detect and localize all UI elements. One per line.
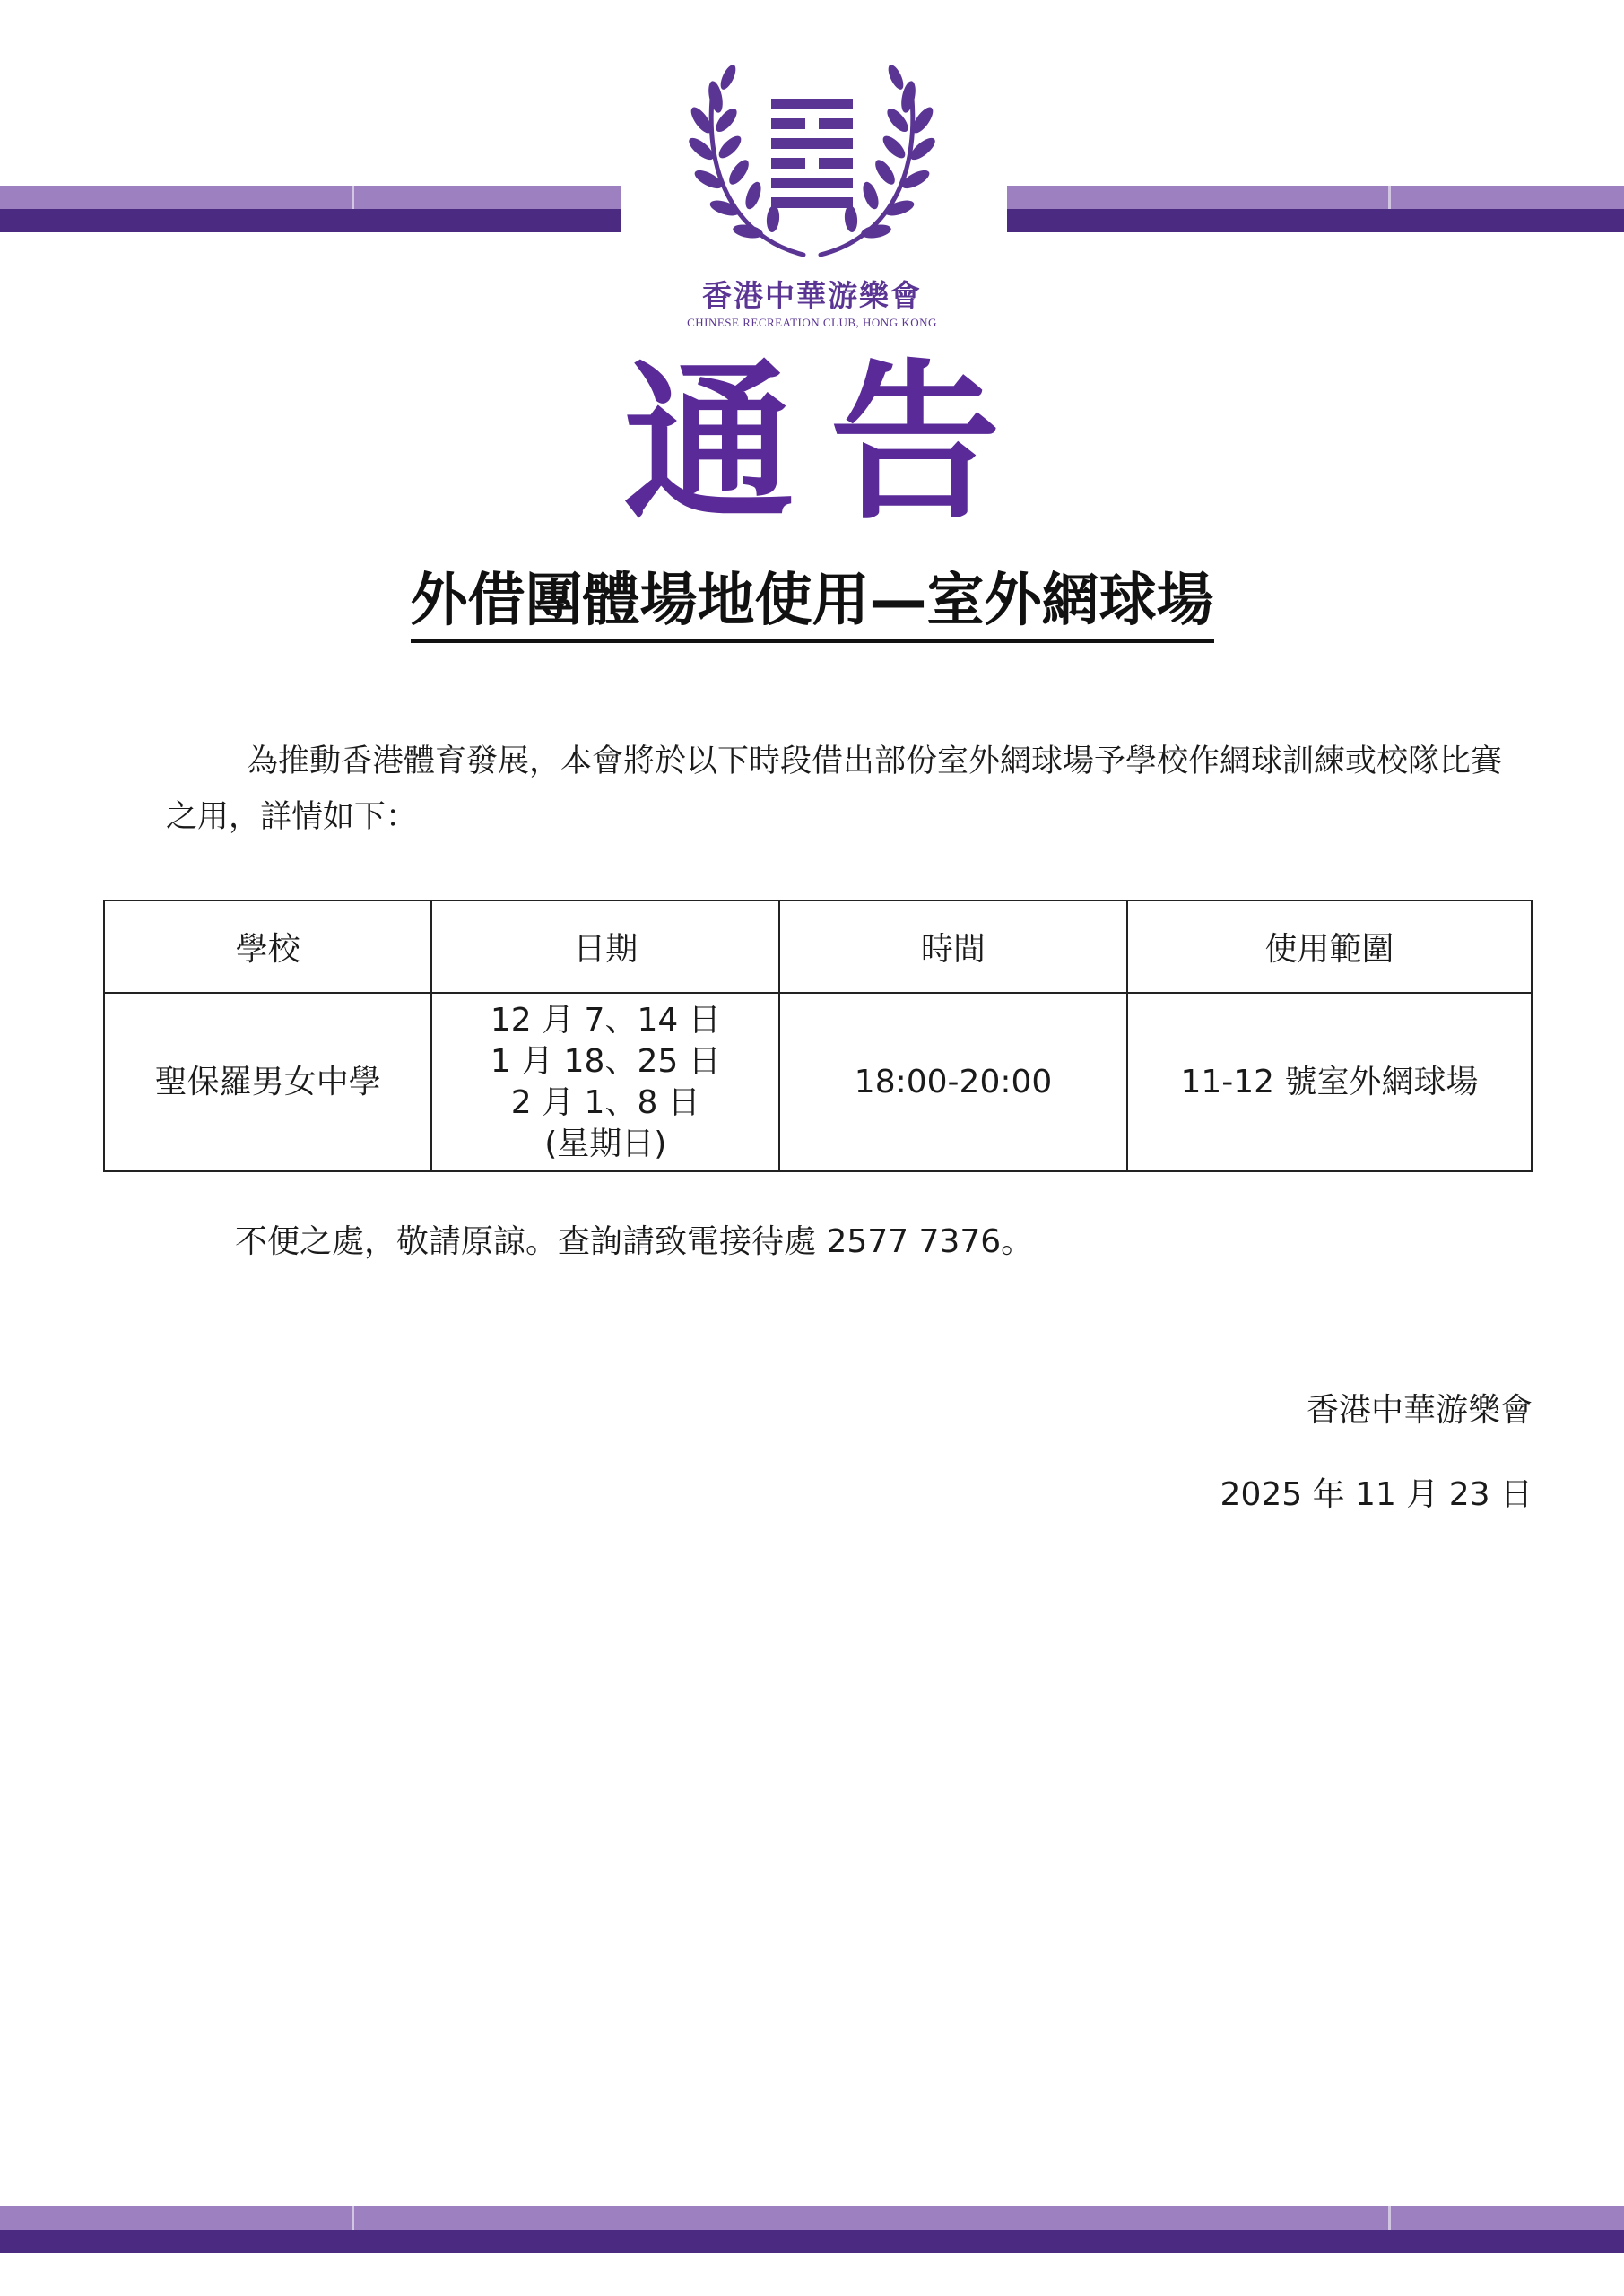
date-line: 1 月 18、25 日 xyxy=(490,1042,721,1080)
cell-time: 18:00-20:00 xyxy=(779,993,1127,1171)
issue-date: 2025 年 11 月 23 日 xyxy=(1220,1476,1533,1513)
club-name-chinese: 香港中華游樂會 xyxy=(702,278,922,313)
cell-school: 聖保羅男女中學 xyxy=(104,993,431,1171)
table-header-row xyxy=(104,900,1532,993)
header-band-right xyxy=(1007,186,1624,232)
notice-subject xyxy=(269,565,1355,637)
cell-scope: 11-12 號室外網球場 xyxy=(1127,993,1532,1171)
table-row xyxy=(104,993,1532,1171)
date-line: 12 月 7、14 日 xyxy=(490,1001,721,1039)
date-line: 2 月 1、8 日 xyxy=(510,1083,700,1121)
schedule-table xyxy=(103,900,1533,1172)
club-name-english: CHINESE RECREATION CLUB, HONG KONG xyxy=(687,316,937,329)
intro-paragraph: 為推動香港體育發展，本會將於以下時段借出部份室外網球場予學校作網球訓練或校隊比賽之用，詳情如下： xyxy=(166,744,1503,835)
weekday-note: (星期日) xyxy=(544,1125,667,1162)
notice-subject-text: 外借團體場地使用—室外網球場 xyxy=(411,568,1214,643)
header-band-left xyxy=(0,186,621,232)
footer-band xyxy=(0,2206,1624,2253)
header-date: 日期 xyxy=(431,900,779,993)
signature: 香港中華游樂會 xyxy=(1306,1392,1533,1429)
cell-dates xyxy=(431,993,779,1171)
header-time: 時間 xyxy=(779,900,1127,993)
club-emblem-icon xyxy=(689,52,935,267)
closing-paragraph: 不便之處，敬請原諒。查詢請致電接待處 2577 7376。 xyxy=(235,1223,1034,1260)
header-school: 學校 xyxy=(104,900,431,993)
header-scope: 使用範圍 xyxy=(1127,900,1532,993)
notice-title: 通告 xyxy=(623,344,1037,543)
